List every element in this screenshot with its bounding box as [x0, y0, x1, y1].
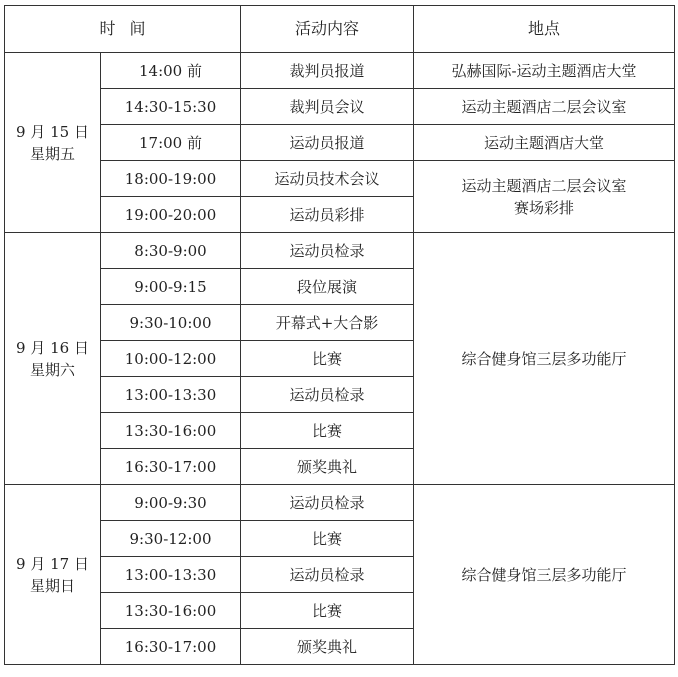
time-cell: 16:30-17:00	[101, 629, 241, 665]
time-cell: 13:00-13:30	[101, 377, 241, 413]
date-label: 9 月 16 日	[16, 338, 89, 357]
date-label: 9 月 17 日	[16, 554, 89, 573]
weekday-label: 星期五	[29, 144, 75, 163]
location-cell: 运动主题酒店二层会议室	[414, 89, 675, 125]
activity-cell: 段位展演	[241, 269, 414, 305]
weekday-label: 星期六	[29, 360, 75, 379]
activity-cell: 运动员检录	[241, 233, 414, 269]
header-location: 地点	[414, 6, 675, 53]
time-cell: 9:00-9:15	[101, 269, 241, 305]
date-cell	[5, 485, 101, 665]
location-cell: 运动主题酒店大堂	[414, 125, 675, 161]
time-cell: 13:30-16:00	[101, 593, 241, 629]
time-cell: 18:00-19:00	[101, 161, 241, 197]
activity-cell: 运动员报道	[241, 125, 414, 161]
table-row	[5, 161, 675, 197]
time-cell: 9:30-10:00	[101, 305, 241, 341]
time-cell: 13:30-16:00	[101, 413, 241, 449]
table-row	[5, 89, 675, 125]
time-cell: 9:30-12:00	[101, 521, 241, 557]
location-line: 赛场彩排	[514, 198, 575, 217]
time-cell: 10:00-12:00	[101, 341, 241, 377]
activity-cell: 运动员检录	[241, 557, 414, 593]
date-label: 9 月 15 日	[16, 122, 89, 141]
activity-cell: 裁判员会议	[241, 89, 414, 125]
schedule-table	[4, 5, 675, 665]
time-cell: 13:00-13:30	[101, 557, 241, 593]
activity-cell: 比赛	[241, 521, 414, 557]
time-cell: 8:30-9:00	[101, 233, 241, 269]
activity-cell: 比赛	[241, 593, 414, 629]
activity-cell: 运动员技术会议	[241, 161, 414, 197]
table-row	[5, 233, 675, 269]
table-row	[5, 125, 675, 161]
location-cell: 综合健身馆三层多功能厅	[414, 485, 675, 665]
header-activity: 活动内容	[241, 6, 414, 53]
header-time: 时间	[5, 6, 241, 53]
date-cell	[5, 233, 101, 485]
activity-cell: 比赛	[241, 341, 414, 377]
activity-cell: 裁判员报道	[241, 53, 414, 89]
activity-cell: 比赛	[241, 413, 414, 449]
activity-cell: 运动员检录	[241, 485, 414, 521]
activity-cell: 开幕式+大合影	[241, 305, 414, 341]
time-cell: 19:00-20:00	[101, 197, 241, 233]
header-row	[5, 6, 675, 53]
time-cell: 17:00 前	[101, 125, 241, 161]
location-cell: 弘赫国际-运动主题酒店大堂	[414, 53, 675, 89]
time-cell: 9:00-9:30	[101, 485, 241, 521]
activity-cell: 运动员彩排	[241, 197, 414, 233]
time-cell: 16:30-17:00	[101, 449, 241, 485]
activity-cell: 运动员检录	[241, 377, 414, 413]
location-cell	[414, 161, 675, 233]
weekday-label: 星期日	[29, 576, 75, 595]
table-row	[5, 485, 675, 521]
location-line: 运动主题酒店二层会议室	[461, 176, 627, 195]
table-row	[5, 53, 675, 89]
time-cell: 14:00 前	[101, 53, 241, 89]
date-cell	[5, 53, 101, 233]
time-cell: 14:30-15:30	[101, 89, 241, 125]
location-cell: 综合健身馆三层多功能厅	[414, 233, 675, 485]
activity-cell: 颁奖典礼	[241, 629, 414, 665]
activity-cell: 颁奖典礼	[241, 449, 414, 485]
